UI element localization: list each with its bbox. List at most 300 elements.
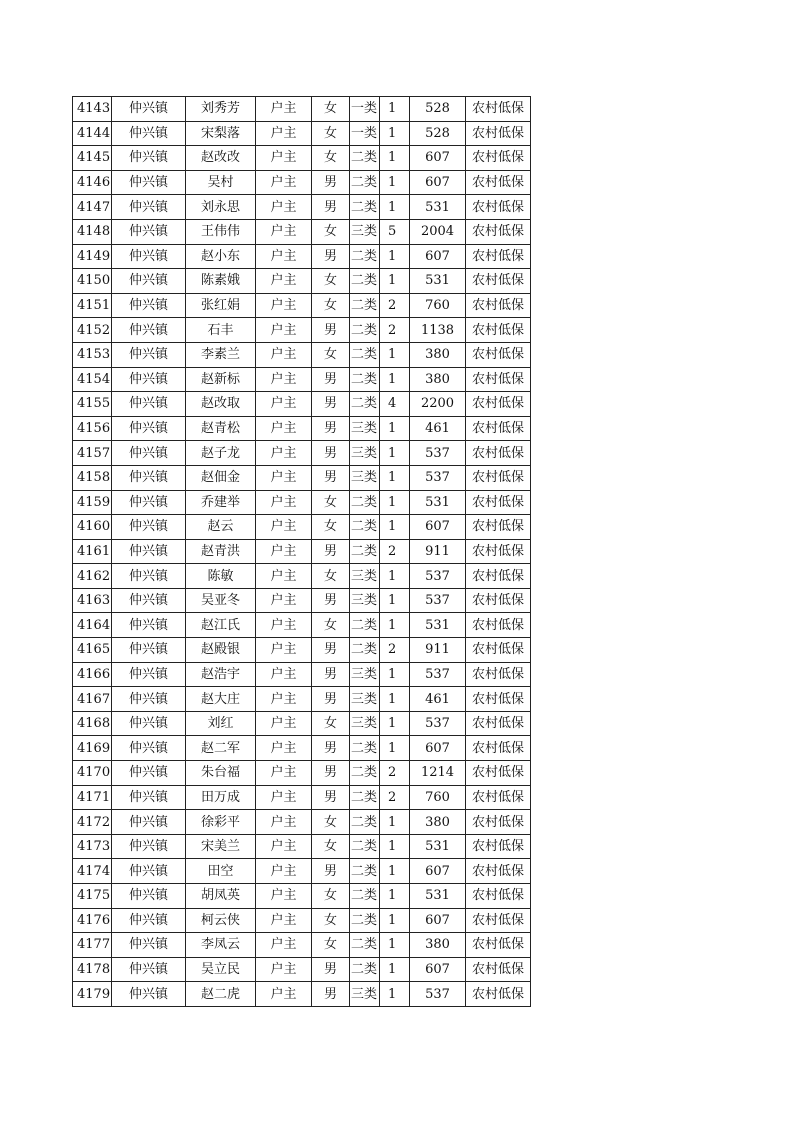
gender-cell: 男 [312, 465, 350, 490]
assistance-type-cell: 农村低保 [466, 859, 531, 884]
township-cell: 仲兴镇 [112, 711, 186, 736]
record-id-cell: 4176 [73, 908, 112, 933]
household-role-cell: 户主 [256, 957, 312, 982]
household-size-cell: 1 [380, 810, 410, 835]
amount-cell: 531 [410, 269, 466, 294]
record-id-cell: 4150 [73, 269, 112, 294]
category-cell: 三类 [350, 982, 380, 1007]
category-cell: 一类 [350, 97, 380, 122]
table-row [73, 170, 531, 195]
household-role-cell: 户主 [256, 121, 312, 146]
township-cell: 仲兴镇 [112, 146, 186, 171]
gender-cell: 男 [312, 736, 350, 761]
category-cell: 三类 [350, 711, 380, 736]
household-role-cell: 户主 [256, 761, 312, 786]
gender-cell: 女 [312, 810, 350, 835]
name-cell: 宋美兰 [186, 834, 256, 859]
gender-cell: 男 [312, 244, 350, 269]
name-cell: 吴村 [186, 170, 256, 195]
amount-cell: 531 [410, 613, 466, 638]
household-role-cell: 户主 [256, 269, 312, 294]
household-size-cell: 5 [380, 219, 410, 244]
household-size-cell: 1 [380, 269, 410, 294]
township-cell: 仲兴镇 [112, 761, 186, 786]
household-size-cell: 1 [380, 908, 410, 933]
name-cell: 赵改改 [186, 146, 256, 171]
record-id-cell: 4178 [73, 957, 112, 982]
household-size-cell: 1 [380, 859, 410, 884]
name-cell: 朱台福 [186, 761, 256, 786]
amount-cell: 537 [410, 465, 466, 490]
amount-cell: 607 [410, 170, 466, 195]
record-id-cell: 4179 [73, 982, 112, 1007]
assistance-type-cell: 农村低保 [466, 367, 531, 392]
assistance-type-cell: 农村低保 [466, 638, 531, 663]
table-row [73, 933, 531, 958]
assistance-type-cell: 农村低保 [466, 465, 531, 490]
amount-cell: 380 [410, 933, 466, 958]
household-role-cell: 户主 [256, 441, 312, 466]
amount-cell: 528 [410, 121, 466, 146]
relief-roster-table [72, 96, 531, 1007]
gender-cell: 女 [312, 908, 350, 933]
record-id-cell: 4163 [73, 588, 112, 613]
household-role-cell: 户主 [256, 490, 312, 515]
township-cell: 仲兴镇 [112, 318, 186, 343]
table-row [73, 687, 531, 712]
table-row [73, 613, 531, 638]
amount-cell: 461 [410, 687, 466, 712]
category-cell: 二类 [350, 859, 380, 884]
name-cell: 张红娟 [186, 293, 256, 318]
township-cell: 仲兴镇 [112, 392, 186, 417]
table-row [73, 711, 531, 736]
category-cell: 二类 [350, 244, 380, 269]
household-role-cell: 户主 [256, 515, 312, 540]
table-row [73, 392, 531, 417]
record-id-cell: 4151 [73, 293, 112, 318]
gender-cell: 女 [312, 269, 350, 294]
township-cell: 仲兴镇 [112, 490, 186, 515]
category-cell: 二类 [350, 269, 380, 294]
record-id-cell: 4165 [73, 638, 112, 663]
name-cell: 胡凤英 [186, 884, 256, 909]
household-size-cell: 1 [380, 884, 410, 909]
township-cell: 仲兴镇 [112, 539, 186, 564]
household-role-cell: 户主 [256, 834, 312, 859]
amount-cell: 911 [410, 539, 466, 564]
record-id-cell: 4157 [73, 441, 112, 466]
amount-cell: 531 [410, 490, 466, 515]
assistance-type-cell: 农村低保 [466, 269, 531, 294]
table-row [73, 785, 531, 810]
gender-cell: 男 [312, 539, 350, 564]
assistance-type-cell: 农村低保 [466, 810, 531, 835]
household-size-cell: 1 [380, 515, 410, 540]
gender-cell: 男 [312, 416, 350, 441]
record-id-cell: 4145 [73, 146, 112, 171]
gender-cell: 女 [312, 564, 350, 589]
household-size-cell: 1 [380, 957, 410, 982]
table-row [73, 908, 531, 933]
township-cell: 仲兴镇 [112, 170, 186, 195]
table-row [73, 982, 531, 1007]
gender-cell: 女 [312, 293, 350, 318]
amount-cell: 2004 [410, 219, 466, 244]
amount-cell: 380 [410, 367, 466, 392]
table-row [73, 834, 531, 859]
gender-cell: 男 [312, 785, 350, 810]
category-cell: 三类 [350, 441, 380, 466]
name-cell: 赵殿银 [186, 638, 256, 663]
table-row [73, 269, 531, 294]
assistance-type-cell: 农村低保 [466, 170, 531, 195]
category-cell: 二类 [350, 515, 380, 540]
gender-cell: 男 [312, 195, 350, 220]
township-cell: 仲兴镇 [112, 957, 186, 982]
table-row [73, 588, 531, 613]
record-id-cell: 4173 [73, 834, 112, 859]
household-size-cell: 4 [380, 392, 410, 417]
category-cell: 二类 [350, 146, 380, 171]
table-row [73, 662, 531, 687]
gender-cell: 男 [312, 367, 350, 392]
household-role-cell: 户主 [256, 588, 312, 613]
household-size-cell: 2 [380, 638, 410, 663]
record-id-cell: 4169 [73, 736, 112, 761]
assistance-type-cell: 农村低保 [466, 441, 531, 466]
record-id-cell: 4146 [73, 170, 112, 195]
table-row [73, 490, 531, 515]
township-cell: 仲兴镇 [112, 342, 186, 367]
table-row [73, 465, 531, 490]
assistance-type-cell: 农村低保 [466, 244, 531, 269]
gender-cell: 女 [312, 884, 350, 909]
household-role-cell: 户主 [256, 146, 312, 171]
amount-cell: 607 [410, 146, 466, 171]
table-row [73, 884, 531, 909]
assistance-type-cell: 农村低保 [466, 121, 531, 146]
category-cell: 二类 [350, 933, 380, 958]
table-row [73, 244, 531, 269]
household-size-cell: 1 [380, 170, 410, 195]
name-cell: 李凤云 [186, 933, 256, 958]
assistance-type-cell: 农村低保 [466, 613, 531, 638]
gender-cell: 男 [312, 662, 350, 687]
category-cell: 二类 [350, 318, 380, 343]
township-cell: 仲兴镇 [112, 613, 186, 638]
category-cell: 二类 [350, 392, 380, 417]
amount-cell: 537 [410, 982, 466, 1007]
assistance-type-cell: 农村低保 [466, 539, 531, 564]
assistance-type-cell: 农村低保 [466, 515, 531, 540]
household-role-cell: 户主 [256, 687, 312, 712]
category-cell: 二类 [350, 293, 380, 318]
name-cell: 赵新标 [186, 367, 256, 392]
record-id-cell: 4167 [73, 687, 112, 712]
assistance-type-cell: 农村低保 [466, 392, 531, 417]
name-cell: 赵浩宇 [186, 662, 256, 687]
name-cell: 田空 [186, 859, 256, 884]
township-cell: 仲兴镇 [112, 367, 186, 392]
record-id-cell: 4152 [73, 318, 112, 343]
gender-cell: 男 [312, 392, 350, 417]
amount-cell: 607 [410, 908, 466, 933]
township-cell: 仲兴镇 [112, 662, 186, 687]
record-id-cell: 4149 [73, 244, 112, 269]
name-cell: 赵青松 [186, 416, 256, 441]
category-cell: 二类 [350, 613, 380, 638]
household-role-cell: 户主 [256, 195, 312, 220]
name-cell: 石丰 [186, 318, 256, 343]
category-cell: 三类 [350, 588, 380, 613]
record-id-cell: 4159 [73, 490, 112, 515]
household-role-cell: 户主 [256, 170, 312, 195]
household-role-cell: 户主 [256, 293, 312, 318]
record-id-cell: 4168 [73, 711, 112, 736]
table-row [73, 859, 531, 884]
gender-cell: 女 [312, 490, 350, 515]
township-cell: 仲兴镇 [112, 515, 186, 540]
name-cell: 柯云侠 [186, 908, 256, 933]
gender-cell: 男 [312, 957, 350, 982]
township-cell: 仲兴镇 [112, 859, 186, 884]
township-cell: 仲兴镇 [112, 465, 186, 490]
household-size-cell: 1 [380, 342, 410, 367]
township-cell: 仲兴镇 [112, 908, 186, 933]
name-cell: 赵二军 [186, 736, 256, 761]
table-row [73, 515, 531, 540]
household-size-cell: 1 [380, 97, 410, 122]
township-cell: 仲兴镇 [112, 416, 186, 441]
gender-cell: 女 [312, 146, 350, 171]
township-cell: 仲兴镇 [112, 834, 186, 859]
household-role-cell: 户主 [256, 908, 312, 933]
household-size-cell: 2 [380, 539, 410, 564]
household-role-cell: 户主 [256, 465, 312, 490]
name-cell: 赵江氏 [186, 613, 256, 638]
category-cell: 二类 [350, 170, 380, 195]
gender-cell: 男 [312, 859, 350, 884]
amount-cell: 607 [410, 244, 466, 269]
amount-cell: 537 [410, 711, 466, 736]
amount-cell: 1138 [410, 318, 466, 343]
household-role-cell: 户主 [256, 859, 312, 884]
township-cell: 仲兴镇 [112, 785, 186, 810]
gender-cell: 男 [312, 687, 350, 712]
name-cell: 王伟伟 [186, 219, 256, 244]
table-row [73, 367, 531, 392]
category-cell: 二类 [350, 195, 380, 220]
assistance-type-cell: 农村低保 [466, 564, 531, 589]
assistance-type-cell: 农村低保 [466, 219, 531, 244]
name-cell: 赵子龙 [186, 441, 256, 466]
category-cell: 三类 [350, 465, 380, 490]
household-role-cell: 户主 [256, 736, 312, 761]
household-role-cell: 户主 [256, 982, 312, 1007]
township-cell: 仲兴镇 [112, 638, 186, 663]
household-role-cell: 户主 [256, 342, 312, 367]
assistance-type-cell: 农村低保 [466, 588, 531, 613]
record-id-cell: 4153 [73, 342, 112, 367]
gender-cell: 男 [312, 588, 350, 613]
name-cell: 赵青洪 [186, 539, 256, 564]
gender-cell: 男 [312, 761, 350, 786]
household-size-cell: 1 [380, 441, 410, 466]
record-id-cell: 4177 [73, 933, 112, 958]
household-role-cell: 户主 [256, 711, 312, 736]
name-cell: 赵佃金 [186, 465, 256, 490]
gender-cell: 男 [312, 170, 350, 195]
household-role-cell: 户主 [256, 613, 312, 638]
table-row [73, 810, 531, 835]
household-role-cell: 户主 [256, 318, 312, 343]
gender-cell: 女 [312, 711, 350, 736]
category-cell: 三类 [350, 687, 380, 712]
household-size-cell: 1 [380, 490, 410, 515]
record-id-cell: 4174 [73, 859, 112, 884]
record-id-cell: 4160 [73, 515, 112, 540]
assistance-type-cell: 农村低保 [466, 785, 531, 810]
category-cell: 二类 [350, 908, 380, 933]
household-size-cell: 1 [380, 588, 410, 613]
township-cell: 仲兴镇 [112, 687, 186, 712]
household-size-cell: 1 [380, 613, 410, 638]
household-role-cell: 户主 [256, 564, 312, 589]
assistance-type-cell: 农村低保 [466, 957, 531, 982]
amount-cell: 911 [410, 638, 466, 663]
gender-cell: 男 [312, 441, 350, 466]
gender-cell: 女 [312, 613, 350, 638]
assistance-type-cell: 农村低保 [466, 884, 531, 909]
table-row [73, 736, 531, 761]
household-size-cell: 1 [380, 736, 410, 761]
gender-cell: 女 [312, 933, 350, 958]
table-row [73, 146, 531, 171]
category-cell: 二类 [350, 761, 380, 786]
record-id-cell: 4166 [73, 662, 112, 687]
household-size-cell: 1 [380, 982, 410, 1007]
amount-cell: 1214 [410, 761, 466, 786]
name-cell: 陈敏 [186, 564, 256, 589]
record-id-cell: 4154 [73, 367, 112, 392]
assistance-type-cell: 农村低保 [466, 933, 531, 958]
amount-cell: 537 [410, 662, 466, 687]
name-cell: 吴立民 [186, 957, 256, 982]
table-row [73, 318, 531, 343]
table-row [73, 97, 531, 122]
household-size-cell: 1 [380, 465, 410, 490]
category-cell: 二类 [350, 367, 380, 392]
household-role-cell: 户主 [256, 810, 312, 835]
household-role-cell: 户主 [256, 244, 312, 269]
amount-cell: 607 [410, 515, 466, 540]
table-row [73, 121, 531, 146]
township-cell: 仲兴镇 [112, 588, 186, 613]
household-size-cell: 2 [380, 785, 410, 810]
name-cell: 陈素娥 [186, 269, 256, 294]
assistance-type-cell: 农村低保 [466, 293, 531, 318]
gender-cell: 女 [312, 219, 350, 244]
assistance-type-cell: 农村低保 [466, 761, 531, 786]
township-cell: 仲兴镇 [112, 121, 186, 146]
household-size-cell: 1 [380, 195, 410, 220]
household-role-cell: 户主 [256, 662, 312, 687]
assistance-type-cell: 农村低保 [466, 662, 531, 687]
township-cell: 仲兴镇 [112, 736, 186, 761]
name-cell: 乔建举 [186, 490, 256, 515]
amount-cell: 380 [410, 342, 466, 367]
name-cell: 刘秀芳 [186, 97, 256, 122]
assistance-type-cell: 农村低保 [466, 146, 531, 171]
gender-cell: 男 [312, 982, 350, 1007]
assistance-type-cell: 农村低保 [466, 416, 531, 441]
household-role-cell: 户主 [256, 416, 312, 441]
record-id-cell: 4175 [73, 884, 112, 909]
record-id-cell: 4156 [73, 416, 112, 441]
amount-cell: 760 [410, 785, 466, 810]
category-cell: 二类 [350, 342, 380, 367]
category-cell: 二类 [350, 638, 380, 663]
record-id-cell: 4164 [73, 613, 112, 638]
table-row [73, 761, 531, 786]
household-size-cell: 1 [380, 244, 410, 269]
amount-cell: 607 [410, 859, 466, 884]
township-cell: 仲兴镇 [112, 564, 186, 589]
household-size-cell: 1 [380, 687, 410, 712]
township-cell: 仲兴镇 [112, 884, 186, 909]
table-row [73, 564, 531, 589]
household-size-cell: 1 [380, 416, 410, 441]
assistance-type-cell: 农村低保 [466, 490, 531, 515]
gender-cell: 女 [312, 121, 350, 146]
record-id-cell: 4161 [73, 539, 112, 564]
assistance-type-cell: 农村低保 [466, 834, 531, 859]
amount-cell: 607 [410, 736, 466, 761]
township-cell: 仲兴镇 [112, 982, 186, 1007]
township-cell: 仲兴镇 [112, 97, 186, 122]
township-cell: 仲兴镇 [112, 219, 186, 244]
amount-cell: 461 [410, 416, 466, 441]
gender-cell: 男 [312, 318, 350, 343]
household-size-cell: 1 [380, 933, 410, 958]
amount-cell: 607 [410, 957, 466, 982]
household-size-cell: 1 [380, 662, 410, 687]
name-cell: 赵大庄 [186, 687, 256, 712]
record-id-cell: 4148 [73, 219, 112, 244]
household-size-cell: 1 [380, 564, 410, 589]
category-cell: 一类 [350, 121, 380, 146]
table-row [73, 342, 531, 367]
name-cell: 李素兰 [186, 342, 256, 367]
table-row [73, 195, 531, 220]
record-id-cell: 4170 [73, 761, 112, 786]
township-cell: 仲兴镇 [112, 933, 186, 958]
household-size-cell: 1 [380, 367, 410, 392]
amount-cell: 531 [410, 834, 466, 859]
name-cell: 刘永思 [186, 195, 256, 220]
table-row [73, 416, 531, 441]
record-id-cell: 4144 [73, 121, 112, 146]
amount-cell: 528 [410, 97, 466, 122]
household-role-cell: 户主 [256, 884, 312, 909]
table-row [73, 638, 531, 663]
name-cell: 宋梨落 [186, 121, 256, 146]
household-role-cell: 户主 [256, 392, 312, 417]
assistance-type-cell: 农村低保 [466, 687, 531, 712]
assistance-type-cell: 农村低保 [466, 736, 531, 761]
amount-cell: 760 [410, 293, 466, 318]
